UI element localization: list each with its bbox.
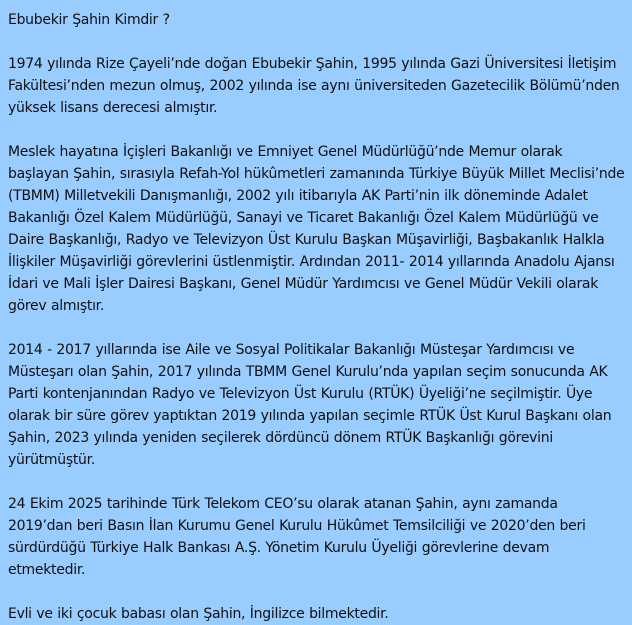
paragraph-early-career: Meslek hayatına İçişleri Bakanlığı ve Emniyet Genel Müdürlüğü’nde Memur olarak başlayan Şahin, sırasıyla Refah-Yol hükûmetleri zamanında Türkiye Büyük Millet Meclisi’nde (TBMM) Milletvekili Danışmanlığı, 2002 yılı itibarıyla AK Parti’nin ilk döneminde Adalet Bakanlığı Özel Kalem Müdürlüğü, Sanayi ve Ticaret Bakanlığı Özel Kalem Müdürlüğü ve Daire Başkanlığı, Radyo ve Televizyon Üst Kurulu Başkan Müşavirliği, Başbakanlık Halkla İlişkiler Müşavirliği görevlerini üstlenmiştir. Ardından 2011- 2014 yıllarında Anadolu Ajansı İdari ve Mali İşler Dairesi Başkanı, Genel Müdür Yardımcısı ve Genel Müdür Vekili olarak görev almıştır. (8, 144, 625, 314)
paragraph-current-roles: 24 Ekim 2025 tarihinde Türk Telekom CEO’su olarak atanan Şahin, aynı zamanda 2019’dan beri Basın İlan Kurumu Genel Kurulu Hükûmet Temsilciliği ve 2020’den beri sürdürdüğü Türkiye Halk Bankası A.Ş. Yönetim Kurulu Üyeliği görevlerine devam etmektedir. (8, 496, 586, 578)
paragraph-personal: Evli ve iki çocuk babası olan Şahin, İngilizce bilmektedir. (8, 606, 389, 622)
paragraph-rtuk-career: 2014 - 2017 yıllarında ise Aile ve Sosyal Politikalar Bakanlığı Müsteşar Yardımcısı ve Müsteşarı olan Şahin, 2017 yılında TBMM Genel Kurulu’nda yapılan seçim sonucunda AK Parti kontenjanından Radyo ve Televizyon Üst Kurulu (RTÜK) Üyeliği’ne seçilmiştir. Üye olarak bir süre görev yaptıktan 2019 yılında yapılan seçimle RTÜK Üst Kurul Başkanı olan Şahin, 2023 yılında yeniden seçilerek dördüncü dönem RTÜK Başkanlığı görevini yürütmüştür. (8, 342, 612, 468)
paragraph-education: 1974 yılında Rize Çayeli’nde doğan Ebubekir Şahin, 1995 yılında Gazi Üniversitesi İletişim Fakültesi’nden mezun olmuş, 2002 yılında ise aynı üniversiteden Gazetecilik Bölümü’nden yüksek lisans derecesi almıştır. (8, 56, 620, 116)
document-title: Ebubekir Şahin Kimdir ? (8, 12, 170, 28)
